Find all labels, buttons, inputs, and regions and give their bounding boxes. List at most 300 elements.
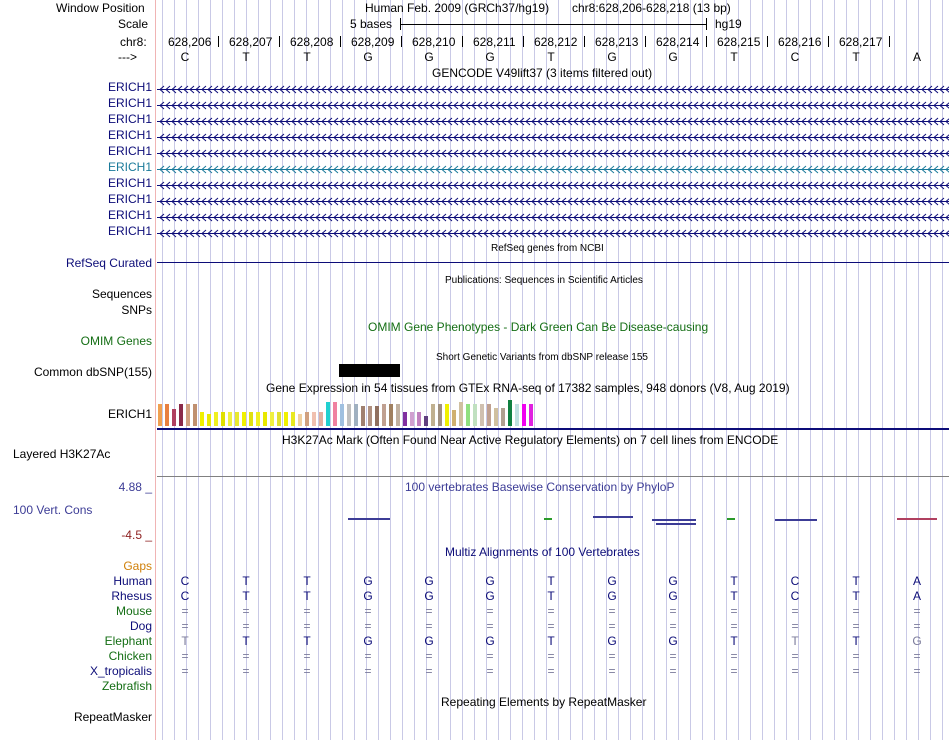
ruler-position-label: 628,212 bbox=[534, 35, 578, 49]
aligned-base: G bbox=[607, 634, 617, 648]
gtex-tissue-bar[interactable] bbox=[375, 406, 379, 426]
gencode-transcript-feature[interactable] bbox=[157, 179, 949, 188]
gencode-transcript-label[interactable]: ERICH1 bbox=[107, 96, 152, 110]
gtex-tissue-bar[interactable] bbox=[466, 404, 470, 426]
scale-label: Scale bbox=[118, 17, 149, 31]
refseq-feature-line[interactable] bbox=[157, 262, 949, 263]
gtex-tissue-bar[interactable] bbox=[431, 404, 435, 426]
aligned-base: G bbox=[668, 589, 678, 603]
aligned-base: = bbox=[608, 619, 616, 633]
gtex-tissue-bar[interactable] bbox=[235, 412, 239, 426]
ruler-position-label: 628,206 bbox=[168, 35, 212, 49]
gaps-label: Gaps bbox=[123, 559, 152, 573]
aligned-base: = bbox=[669, 649, 677, 663]
grid-line bbox=[642, 0, 643, 740]
aligned-base: = bbox=[425, 619, 433, 633]
aligned-base: = bbox=[181, 649, 189, 663]
grid-line bbox=[210, 0, 211, 740]
gtex-tissue-bar[interactable] bbox=[172, 409, 176, 426]
aligned-base: = bbox=[364, 664, 372, 678]
gtex-tissue-bar[interactable] bbox=[277, 412, 281, 426]
grid-line bbox=[774, 0, 775, 740]
ruler-position-label: 628,208 bbox=[290, 35, 334, 49]
gencode-transcript-label[interactable]: ERICH1 bbox=[107, 224, 152, 238]
species-label[interactable]: Dog bbox=[129, 619, 152, 633]
aligned-base: T bbox=[303, 574, 311, 588]
grid-line bbox=[474, 0, 475, 740]
aligned-base: = bbox=[669, 664, 677, 678]
grid-line bbox=[630, 0, 631, 740]
aligned-base: = bbox=[486, 619, 494, 633]
ruler-position-label: 628,216 bbox=[778, 35, 822, 49]
gtex-tissue-bar[interactable] bbox=[417, 412, 421, 426]
phylop-mark bbox=[593, 516, 633, 518]
aligned-base: = bbox=[486, 604, 494, 618]
aligned-base: = bbox=[181, 619, 189, 633]
species-label[interactable]: X_tropicalis bbox=[89, 664, 152, 678]
grid-line bbox=[894, 0, 895, 740]
aligned-base: = bbox=[852, 649, 860, 663]
phylop-track-title: 100 vertebrates Basewise Conservation by PhyloP bbox=[405, 480, 675, 494]
grid-line bbox=[282, 0, 283, 740]
aligned-base: G bbox=[424, 589, 434, 603]
grid-line bbox=[714, 0, 715, 740]
grid-line bbox=[882, 0, 883, 740]
aligned-base: T bbox=[242, 634, 250, 648]
gtex-tissue-bar[interactable] bbox=[193, 404, 197, 426]
aligned-base: G bbox=[668, 634, 678, 648]
aligned-base: = bbox=[425, 604, 433, 618]
aligned-base: G bbox=[363, 589, 373, 603]
gtex-tissue-bar[interactable] bbox=[263, 412, 267, 426]
aligned-base: G bbox=[912, 634, 922, 648]
sequence-base: T bbox=[852, 50, 860, 64]
refseq-track-title: RefSeq genes from NCBI bbox=[491, 243, 604, 254]
grid-line bbox=[906, 0, 907, 740]
gtex-gene-label[interactable]: ERICH1 bbox=[107, 407, 152, 421]
species-label[interactable]: Elephant bbox=[104, 634, 152, 648]
refseq-track-label[interactable]: RefSeq Curated bbox=[65, 256, 152, 270]
gencode-transcript-feature[interactable] bbox=[157, 195, 949, 204]
aligned-base: = bbox=[669, 604, 677, 618]
aligned-base: G bbox=[363, 634, 373, 648]
gencode-transcript-feature[interactable] bbox=[157, 115, 949, 124]
aligned-base: = bbox=[791, 604, 799, 618]
ruler-tick bbox=[462, 36, 463, 47]
aligned-base: = bbox=[242, 619, 250, 633]
aligned-base: = bbox=[913, 649, 921, 663]
grid-line bbox=[330, 0, 331, 740]
omim-track-title: OMIM Gene Phenotypes - Dark Green Can Be Disease-causing bbox=[368, 320, 709, 334]
aligned-base: T bbox=[852, 634, 860, 648]
aligned-base: T bbox=[242, 574, 250, 588]
ruler-position-label: 628,217 bbox=[839, 35, 883, 49]
gtex-tissue-bar[interactable] bbox=[382, 404, 386, 426]
gtex-tissue-bar[interactable] bbox=[305, 412, 309, 426]
grid-line bbox=[174, 0, 175, 740]
aligned-base: = bbox=[791, 664, 799, 678]
grid-line bbox=[510, 0, 511, 740]
grid-line bbox=[534, 0, 535, 740]
aligned-base: G bbox=[668, 574, 678, 588]
gencode-transcript-feature[interactable] bbox=[157, 131, 949, 140]
grid-line bbox=[582, 0, 583, 740]
aligned-base: = bbox=[791, 619, 799, 633]
aligned-base: = bbox=[730, 604, 738, 618]
dbsnp-track-title: Short Genetic Variants from dbSNP release 155 bbox=[436, 352, 648, 363]
aligned-base: = bbox=[364, 649, 372, 663]
ruler-tick bbox=[401, 36, 402, 47]
ruler-tick bbox=[340, 36, 341, 47]
ruler-tick bbox=[584, 36, 585, 47]
aligned-base: T bbox=[303, 634, 311, 648]
window-position-label: Window Position bbox=[56, 1, 145, 15]
aligned-base: = bbox=[303, 649, 311, 663]
gtex-tissue-bar[interactable] bbox=[522, 404, 526, 426]
sequence-base: G bbox=[424, 50, 434, 64]
aligned-base: = bbox=[852, 604, 860, 618]
ruler-tick bbox=[828, 36, 829, 47]
sequence-base: T bbox=[547, 50, 555, 64]
gtex-tissue-bar[interactable] bbox=[179, 404, 183, 426]
grid-line bbox=[462, 0, 463, 740]
cons-max-label: 4.88 _ bbox=[118, 480, 152, 494]
aligned-base: = bbox=[913, 604, 921, 618]
gtex-tissue-bar[interactable] bbox=[340, 404, 344, 426]
gtex-tissue-bar[interactable] bbox=[361, 406, 365, 426]
aligned-base: = bbox=[547, 604, 555, 618]
gtex-tissue-bar[interactable] bbox=[473, 404, 477, 426]
aligned-base: = bbox=[547, 649, 555, 663]
gtex-tissue-bar[interactable] bbox=[354, 404, 358, 426]
gtex-tissue-bar[interactable] bbox=[452, 410, 456, 426]
aligned-base: T bbox=[730, 574, 738, 588]
aligned-base: = bbox=[608, 649, 616, 663]
aligned-base: = bbox=[547, 664, 555, 678]
grid-line bbox=[318, 0, 319, 740]
window-position-value[interactable]: chr8:628,206-628,218 (13 bp) bbox=[572, 1, 731, 15]
gtex-tissue-bar[interactable] bbox=[529, 404, 533, 426]
aligned-base: = bbox=[364, 604, 372, 618]
phylop-mark bbox=[652, 519, 696, 521]
aligned-base: = bbox=[913, 664, 921, 678]
phylop-mark bbox=[775, 519, 817, 521]
gtex-tissue-bar[interactable] bbox=[249, 412, 253, 426]
aligned-base: = bbox=[303, 604, 311, 618]
aligned-base: T bbox=[791, 634, 799, 648]
gtex-tissue-bar[interactable] bbox=[410, 412, 414, 426]
scale-db: hg19 bbox=[715, 17, 742, 31]
aligned-base: = bbox=[730, 619, 738, 633]
phylop-mark bbox=[656, 523, 696, 525]
sequence-base: T bbox=[730, 50, 738, 64]
multiz-track-title: Multiz Alignments of 100 Vertebrates bbox=[445, 545, 640, 559]
gtex-tissue-bar[interactable] bbox=[326, 402, 330, 426]
sequence-base: G bbox=[668, 50, 678, 64]
ruler-position-label: 628,211 bbox=[473, 35, 516, 49]
grid-line bbox=[822, 0, 823, 740]
grid-line bbox=[270, 0, 271, 740]
gtex-tissue-bar[interactable] bbox=[200, 412, 204, 426]
aligned-base: = bbox=[913, 619, 921, 633]
gtex-tissue-bar[interactable] bbox=[515, 404, 519, 426]
gtex-tissue-bar[interactable] bbox=[228, 412, 232, 426]
gencode-transcript-feature[interactable] bbox=[157, 227, 949, 236]
scale-bar bbox=[400, 24, 706, 25]
sequence-base: T bbox=[303, 50, 311, 64]
species-label[interactable]: Zebrafish bbox=[101, 679, 152, 693]
gtex-tissue-bar[interactable] bbox=[508, 400, 512, 426]
grid-line bbox=[234, 0, 235, 740]
aligned-base: G bbox=[363, 574, 373, 588]
grid-line bbox=[414, 0, 415, 740]
strand-arrow-label[interactable]: ---> bbox=[118, 50, 137, 64]
grid-line bbox=[942, 0, 943, 740]
aligned-base: = bbox=[242, 604, 250, 618]
species-label[interactable]: Human bbox=[113, 574, 152, 588]
grid-line bbox=[870, 0, 871, 740]
aligned-base: T bbox=[730, 634, 738, 648]
aligned-base: = bbox=[852, 619, 860, 633]
phylop-mark bbox=[544, 518, 552, 520]
gencode-transcript-feature[interactable] bbox=[157, 163, 949, 172]
gtex-tissue-bar[interactable] bbox=[424, 416, 428, 426]
ruler-tick bbox=[706, 36, 707, 47]
gtex-tissue-bar[interactable] bbox=[445, 404, 449, 426]
gtex-tissue-bar[interactable] bbox=[347, 404, 351, 426]
aligned-base: C bbox=[790, 589, 800, 603]
gtex-tissue-bar[interactable] bbox=[158, 404, 162, 426]
gtex-tissue-bar[interactable] bbox=[298, 414, 302, 426]
aligned-base: G bbox=[485, 634, 495, 648]
gtex-tissue-bar[interactable] bbox=[368, 406, 372, 426]
aligned-base: = bbox=[791, 649, 799, 663]
grid-line bbox=[810, 0, 811, 740]
gtex-tissue-bar[interactable] bbox=[284, 412, 288, 426]
grid-line bbox=[558, 0, 559, 740]
gtex-tissue-bar[interactable] bbox=[291, 412, 295, 426]
gencode-transcript-label[interactable]: ERICH1 bbox=[107, 160, 152, 174]
aligned-base: = bbox=[547, 619, 555, 633]
gencode-transcript-label[interactable]: ERICH1 bbox=[107, 112, 152, 126]
grid-line bbox=[258, 0, 259, 740]
gtex-tissue-bar[interactable] bbox=[165, 404, 169, 426]
scale-text: 5 bases bbox=[350, 17, 393, 31]
gtex-gene-line bbox=[157, 428, 949, 430]
aligned-base: = bbox=[181, 604, 189, 618]
gtex-tissue-bar[interactable] bbox=[214, 412, 218, 426]
gencode-transcript-feature[interactable] bbox=[157, 147, 949, 156]
grid-line bbox=[222, 0, 223, 740]
sequence-base: G bbox=[607, 50, 617, 64]
gtex-tissue-bar[interactable] bbox=[270, 412, 274, 426]
ruler-tick bbox=[889, 36, 890, 47]
grid-line bbox=[762, 0, 763, 740]
grid-line bbox=[402, 0, 403, 740]
publications-track-title: Publications: Sequences in Scientific Articles bbox=[445, 275, 643, 286]
aligned-base: = bbox=[669, 619, 677, 633]
repeatmasker-track-label[interactable]: RepeatMasker bbox=[73, 710, 152, 724]
layered-h3k27ac-label[interactable]: Layered H3K27Ac bbox=[13, 447, 111, 461]
grid-line bbox=[570, 0, 571, 740]
ruler-tick bbox=[279, 36, 280, 47]
gencode-transcript-label[interactable]: ERICH1 bbox=[107, 192, 152, 206]
gtex-tissue-bar[interactable] bbox=[256, 412, 260, 426]
ruler-position-label: 628,215 bbox=[717, 35, 761, 49]
gtex-tissue-bar[interactable] bbox=[403, 412, 407, 426]
grid-line bbox=[198, 0, 199, 740]
aligned-base: C bbox=[790, 574, 800, 588]
gencode-track-title: GENCODE V49lift37 (3 items filtered out) bbox=[432, 66, 653, 80]
aligned-base: = bbox=[425, 664, 433, 678]
gencode-transcript-feature[interactable] bbox=[157, 211, 949, 220]
gtex-tissue-bar[interactable] bbox=[186, 404, 190, 426]
gtex-tissue-bar[interactable] bbox=[207, 414, 211, 426]
ruler-tick bbox=[523, 36, 524, 47]
repeatmasker-track-title: Repeating Elements by RepeatMasker bbox=[441, 695, 647, 709]
aligned-base: = bbox=[303, 664, 311, 678]
ruler-position-label: 628,213 bbox=[595, 35, 639, 49]
species-label[interactable]: Rhesus bbox=[111, 589, 152, 603]
gtex-tissue-bar[interactable] bbox=[396, 404, 400, 426]
sequence-base: C bbox=[790, 50, 800, 64]
aligned-base: T bbox=[852, 574, 860, 588]
gtex-tissue-bar[interactable] bbox=[487, 404, 491, 426]
grid-line bbox=[702, 0, 703, 740]
grid-line bbox=[834, 0, 835, 740]
sequence-base: G bbox=[363, 50, 373, 64]
ruler-tick bbox=[218, 36, 219, 47]
aligned-base: = bbox=[425, 649, 433, 663]
aligned-base: C bbox=[180, 574, 190, 588]
aligned-base: T bbox=[242, 589, 250, 603]
grid-line bbox=[846, 0, 847, 740]
aligned-base: = bbox=[303, 619, 311, 633]
grid-line bbox=[438, 0, 439, 740]
grid-line bbox=[594, 0, 595, 740]
grid-line bbox=[450, 0, 451, 740]
aligned-base: T bbox=[547, 574, 555, 588]
aligned-base: = bbox=[486, 664, 494, 678]
gtex-tissue-bar[interactable] bbox=[312, 412, 316, 426]
species-label[interactable]: Chicken bbox=[108, 649, 152, 663]
gtex-tissue-bar[interactable] bbox=[221, 412, 225, 426]
gencode-transcript-label[interactable]: ERICH1 bbox=[107, 80, 152, 94]
gtex-tissue-bar[interactable] bbox=[333, 402, 337, 426]
cons-track-label[interactable]: 100 Vert. Cons bbox=[13, 503, 93, 517]
gencode-transcript-label[interactable]: ERICH1 bbox=[107, 208, 152, 222]
ruler-position-label: 628,210 bbox=[412, 35, 456, 49]
grid-line bbox=[522, 0, 523, 740]
aligned-base: G bbox=[424, 634, 434, 648]
aligned-base: = bbox=[364, 619, 372, 633]
aligned-base: = bbox=[242, 649, 250, 663]
gtex-tissue-bar[interactable] bbox=[242, 412, 246, 426]
snps-track-label[interactable]: SNPs bbox=[121, 303, 152, 317]
grid-line bbox=[162, 0, 163, 740]
phylop-mark bbox=[727, 518, 735, 520]
cons-min-label: -4.5 _ bbox=[121, 528, 152, 542]
sequence-base: T bbox=[242, 50, 250, 64]
phylop-mark bbox=[897, 518, 937, 520]
species-label[interactable]: Mouse bbox=[115, 604, 152, 618]
gencode-transcript-feature[interactable] bbox=[157, 83, 949, 92]
gtex-tissue-bar[interactable] bbox=[438, 404, 442, 426]
aligned-base: = bbox=[486, 649, 494, 663]
aligned-base: = bbox=[608, 604, 616, 618]
gencode-transcript-label[interactable]: ERICH1 bbox=[107, 144, 152, 158]
grid-line bbox=[690, 0, 691, 740]
grid-line bbox=[294, 0, 295, 740]
scale-bar-right-tick bbox=[706, 18, 707, 30]
grid-line bbox=[654, 0, 655, 740]
h3k27ac-baseline bbox=[157, 476, 949, 477]
aligned-base: G bbox=[607, 589, 617, 603]
aligned-base: A bbox=[912, 589, 921, 603]
grid-line bbox=[498, 0, 499, 740]
aligned-base: = bbox=[730, 664, 738, 678]
gtex-tissue-bar[interactable] bbox=[501, 408, 505, 426]
gtex-track-title: Gene Expression in 54 tissues from GTEx RNA-seq of 17382 samples, 948 donors (V8, Aug 2019) bbox=[266, 381, 790, 395]
aligned-base: C bbox=[180, 589, 190, 603]
phylop-mark bbox=[348, 518, 390, 520]
aligned-base: = bbox=[730, 649, 738, 663]
aligned-base: = bbox=[852, 664, 860, 678]
gencode-transcript-label[interactable]: ERICH1 bbox=[107, 128, 152, 142]
omim-track-label[interactable]: OMIM Genes bbox=[80, 334, 152, 348]
gtex-tissue-bar[interactable] bbox=[389, 404, 393, 426]
aligned-base: = bbox=[608, 664, 616, 678]
grid-line bbox=[930, 0, 931, 740]
sequence-base: G bbox=[485, 50, 495, 64]
grid-line bbox=[786, 0, 787, 740]
h3k27ac-track-title: H3K27Ac Mark (Often Found Near Active Regulatory Elements) on 7 cell lines from ENCODE bbox=[282, 433, 779, 447]
gencode-transcript-feature[interactable] bbox=[157, 99, 949, 108]
aligned-base: T bbox=[547, 634, 555, 648]
gtex-tissue-bar[interactable] bbox=[319, 412, 323, 426]
aligned-base: T bbox=[852, 589, 860, 603]
aligned-base: G bbox=[424, 574, 434, 588]
aligned-base: G bbox=[607, 574, 617, 588]
dbsnp-variant-block[interactable] bbox=[339, 364, 400, 377]
aligned-base: T bbox=[181, 634, 189, 648]
ruler-position-label: 628,207 bbox=[229, 35, 273, 49]
grid-line bbox=[750, 0, 751, 740]
aligned-base: T bbox=[547, 589, 555, 603]
aligned-base: T bbox=[730, 589, 738, 603]
scale-bar-left-tick bbox=[400, 18, 401, 30]
aligned-base: = bbox=[242, 664, 250, 678]
gencode-transcript-label[interactable]: ERICH1 bbox=[107, 176, 152, 190]
gtex-tissue-bar[interactable] bbox=[459, 402, 463, 426]
ruler-position-label: 628,214 bbox=[656, 35, 700, 49]
gtex-tissue-bar[interactable] bbox=[494, 408, 498, 426]
sequences-track-label[interactable]: Sequences bbox=[91, 287, 152, 301]
aligned-base: A bbox=[912, 574, 921, 588]
aligned-base: G bbox=[485, 574, 495, 588]
sequence-base: C bbox=[180, 50, 190, 64]
ruler-position-label: 628,209 bbox=[351, 35, 395, 49]
aligned-base: G bbox=[485, 589, 495, 603]
chr-label: chr8: bbox=[120, 35, 147, 49]
aligned-base: T bbox=[303, 589, 311, 603]
common-dbsnp-track-label[interactable]: Common dbSNP(155) bbox=[33, 365, 152, 379]
aligned-base: = bbox=[181, 664, 189, 678]
sequence-base: A bbox=[912, 50, 921, 64]
gtex-tissue-bar[interactable] bbox=[480, 404, 484, 426]
assembly-title: Human Feb. 2009 (GRCh37/hg19) bbox=[365, 1, 550, 15]
ruler-tick bbox=[645, 36, 646, 47]
